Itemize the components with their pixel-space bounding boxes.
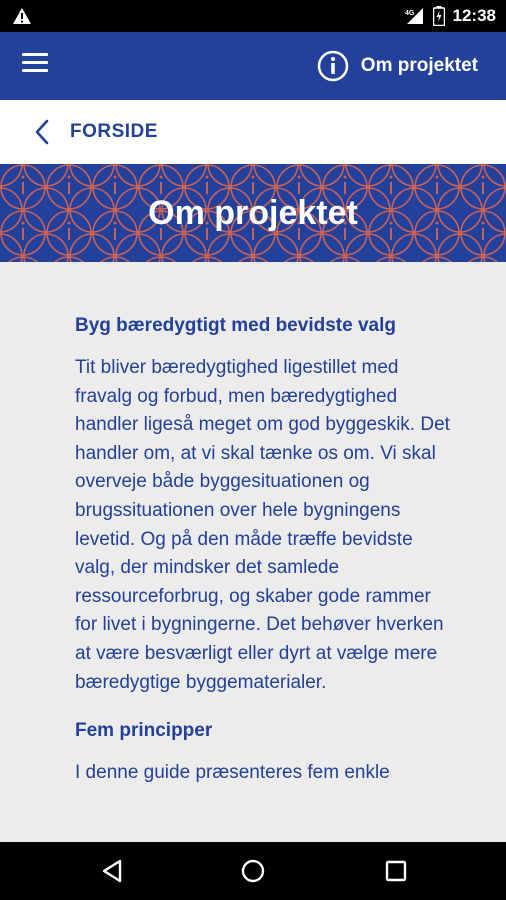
article — [75, 312, 455, 788]
signal-icon — [405, 7, 425, 25]
section-paragraph: Tit bliver bæredygtighed ligestillet med fravalg og forbud, men bæredygtighed handler ligeså meget om god byggeskik. Det handler om, at vi skal tænke os om. Vi skal overveje både byggesituationen og brugssituationen over hele bygningens levetid. Og på den måde træffe bevidste valg, der mindsker det samlede ressourceforbrug, og skaber gode rammer for livet i bygningerne. Det behøver hverken at være besværligt eller dyrt at vælge mere bæredygtige byggematerialer. — [75, 357, 450, 693]
page-title: Om projektet — [148, 193, 358, 232]
about-project-label: Om projektet — [360, 55, 478, 76]
menu-icon[interactable] — [22, 53, 48, 77]
recents-square-icon[interactable] — [382, 857, 410, 885]
home-circle-icon[interactable] — [239, 857, 267, 885]
chevron-left-icon — [34, 119, 50, 145]
info-icon — [317, 50, 349, 82]
page-banner — [0, 164, 506, 262]
warning-icon — [12, 7, 32, 25]
status-right — [405, 0, 496, 32]
back-triangle-icon[interactable] — [98, 857, 126, 885]
status-time: 12:38 — [452, 6, 496, 25]
battery-icon — [433, 6, 445, 26]
about-project-button[interactable] — [317, 50, 478, 82]
svg-text:4G: 4G — [404, 10, 414, 17]
back-to-frontpage-link[interactable] — [34, 100, 158, 164]
section-heading: Byg bæredygtigt med bevidste valg — [75, 315, 396, 336]
section-paragraph-principles: I denne guide præsenteres fem enkle — [75, 762, 390, 784]
back-link-label: FORSIDE — [70, 121, 158, 142]
content-area[interactable] — [0, 262, 506, 842]
section-heading-principles: Fem principper — [75, 720, 213, 742]
system-navigation-bar — [0, 842, 506, 900]
app-bar — [0, 32, 506, 100]
breadcrumb-bar — [0, 100, 506, 164]
status-bar — [0, 0, 506, 32]
